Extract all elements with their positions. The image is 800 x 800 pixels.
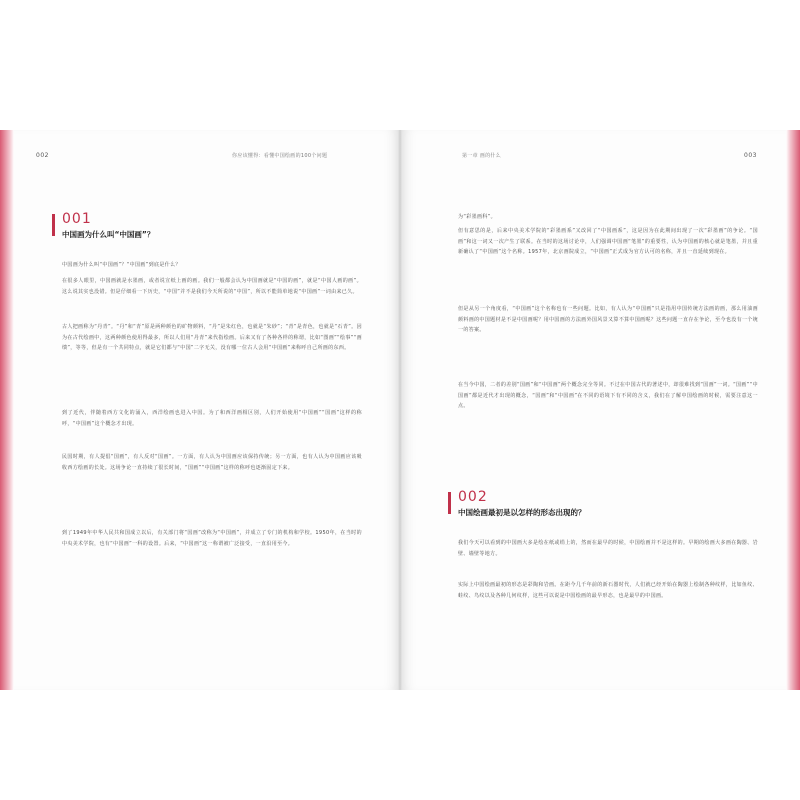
- section-number: 002: [458, 489, 488, 505]
- section-title: 中国画为什么叫“中国画”？: [62, 230, 155, 239]
- left-page-number: 002: [36, 152, 49, 159]
- section-heading-001: [52, 212, 382, 242]
- paragraph: 我们今天可以看到的中国画大多是绘在纸或绢上的，然而在最早的时候，中国绘画并不是这样的。早期的绘画大多画在陶器、岩壁、墙壁等地方。: [458, 540, 758, 557]
- paragraph: 在很多人眼里，中国画就是水墨画，或者说宣纸上画的画。我们一般都会认为中国画就是“中国的画”，就是“中国人画的画”。这么说其实也没错。但是仔细看一下历史，“中国”并不是我们今天所说的“中国”，所以不能简单地说“中国画”一词由来已久。: [62, 278, 362, 295]
- section-heading-002: [448, 490, 778, 520]
- paragraph: 但有意思的是，后来中央美术学院的“彩墨画系”又改回了“中国画系”，这是因为在此期间出现了一次“彩墨画”的争论。“国画”和这一词又一次产生了联系。在当时的这场讨论中，人们强调中国画“笔墨”的重要性，认为中国画的核心就是笔墨，并且重新确认了“中国画”这个名称。1957年，北京画院成立，“中国画”正式成为官方认可的名称，并且一直延续到现在。: [458, 228, 758, 256]
- left-running-head: 你应该懂得：看懂中国绘画的100个问题: [232, 153, 328, 159]
- right-running-head: 第一章 画的什么: [462, 153, 501, 159]
- paragraph: 在当今中国，二者的差别“国画”和“中国画”两个概念完全等同。不过在中国古代的著述中，却很难找到“国画”一词。“国画”“中国画”都是近代才出现的概念，“国画”和“中国画”在不同的语境下有不同的含义，我们在了解中国绘画的时候，需要注意这一点。: [458, 382, 758, 410]
- right-page-number: 003: [744, 152, 757, 159]
- section-accent-bar: [52, 214, 55, 236]
- paragraph: 实际上中国绘画最初的形态是彩陶和岩画。在距今几千年前的新石器时代，人们就已经开始在陶器上绘制各种纹样，比如鱼纹、蛙纹、鸟纹以及各种几何纹样，这些可以说是中国绘画的最早形态，也是最早的中国画。: [458, 582, 758, 599]
- paragraph: 中国画为什么叫“中国画”？“中国画”到底是什么？: [62, 262, 181, 268]
- paragraph: 民国时期，有人提倡“国画”，有人反对“国画”。一方面，有人认为中国画应该保持传统；另一方面，也有人认为中国画应该吸收西方绘画的长处。这场争论一直持续了很长时间，“国画”“中国画”这样的称呼也逐渐固定下来。: [62, 454, 362, 471]
- paragraph: 到了1949年中华人民共和国成立以后，有关部门将“国画”改称为“中国画”，并成立了专门的机构和学校。1950年，在当时的中央美术学院，也有“中国画”一科的设置。后来，“中国画”这一称谓被广泛接受，一直沿用至今。: [62, 530, 362, 547]
- paragraph: 到了近代，伴随着西方文化的涌入，西洋绘画也进入中国。为了和西洋画相区别，人们开始使用“中国画”“国画”这样的称呼，“中国画”这个概念才出现。: [62, 410, 362, 427]
- paragraph: 古人把画称为“丹青”。“丹”和“青”原是两种颜色的矿物颜料，“丹”是朱红色，也就是“朱砂”；“青”是青色，也就是“石青”。因为在古代绘画中，这两种颜色使用得最多，所以人们用“丹青”来代指绘画。后来又有了各种各样的称谓，比如“图画”“绘事”“画缋”，等等，但是有一个共同特点，就是它们都与“中国”二字无关，没有哪一位古人会用“中国画”来称呼自己所画的东西。: [62, 324, 362, 352]
- right-page-edge: [786, 130, 800, 690]
- paragraph: 为“彩墨画科”。: [458, 214, 496, 220]
- section-number: 001: [62, 211, 92, 227]
- left-page-edge: [0, 130, 14, 690]
- paragraph: 但是从另一个角度看，“中国画”这个名称也有一些问题。比如，有人认为“中国画”只是指用中国传统方法画的画，那么用油画颜料画的中国题材是不是中国画呢？用中国画的方法画外国风景又算不算中国画呢？这些问题一直存在争论，至今也没有一个统一的答案。: [458, 306, 758, 334]
- section-accent-bar: [448, 492, 451, 514]
- section-title: 中国绘画最初是以怎样的形态出现的？: [458, 508, 586, 517]
